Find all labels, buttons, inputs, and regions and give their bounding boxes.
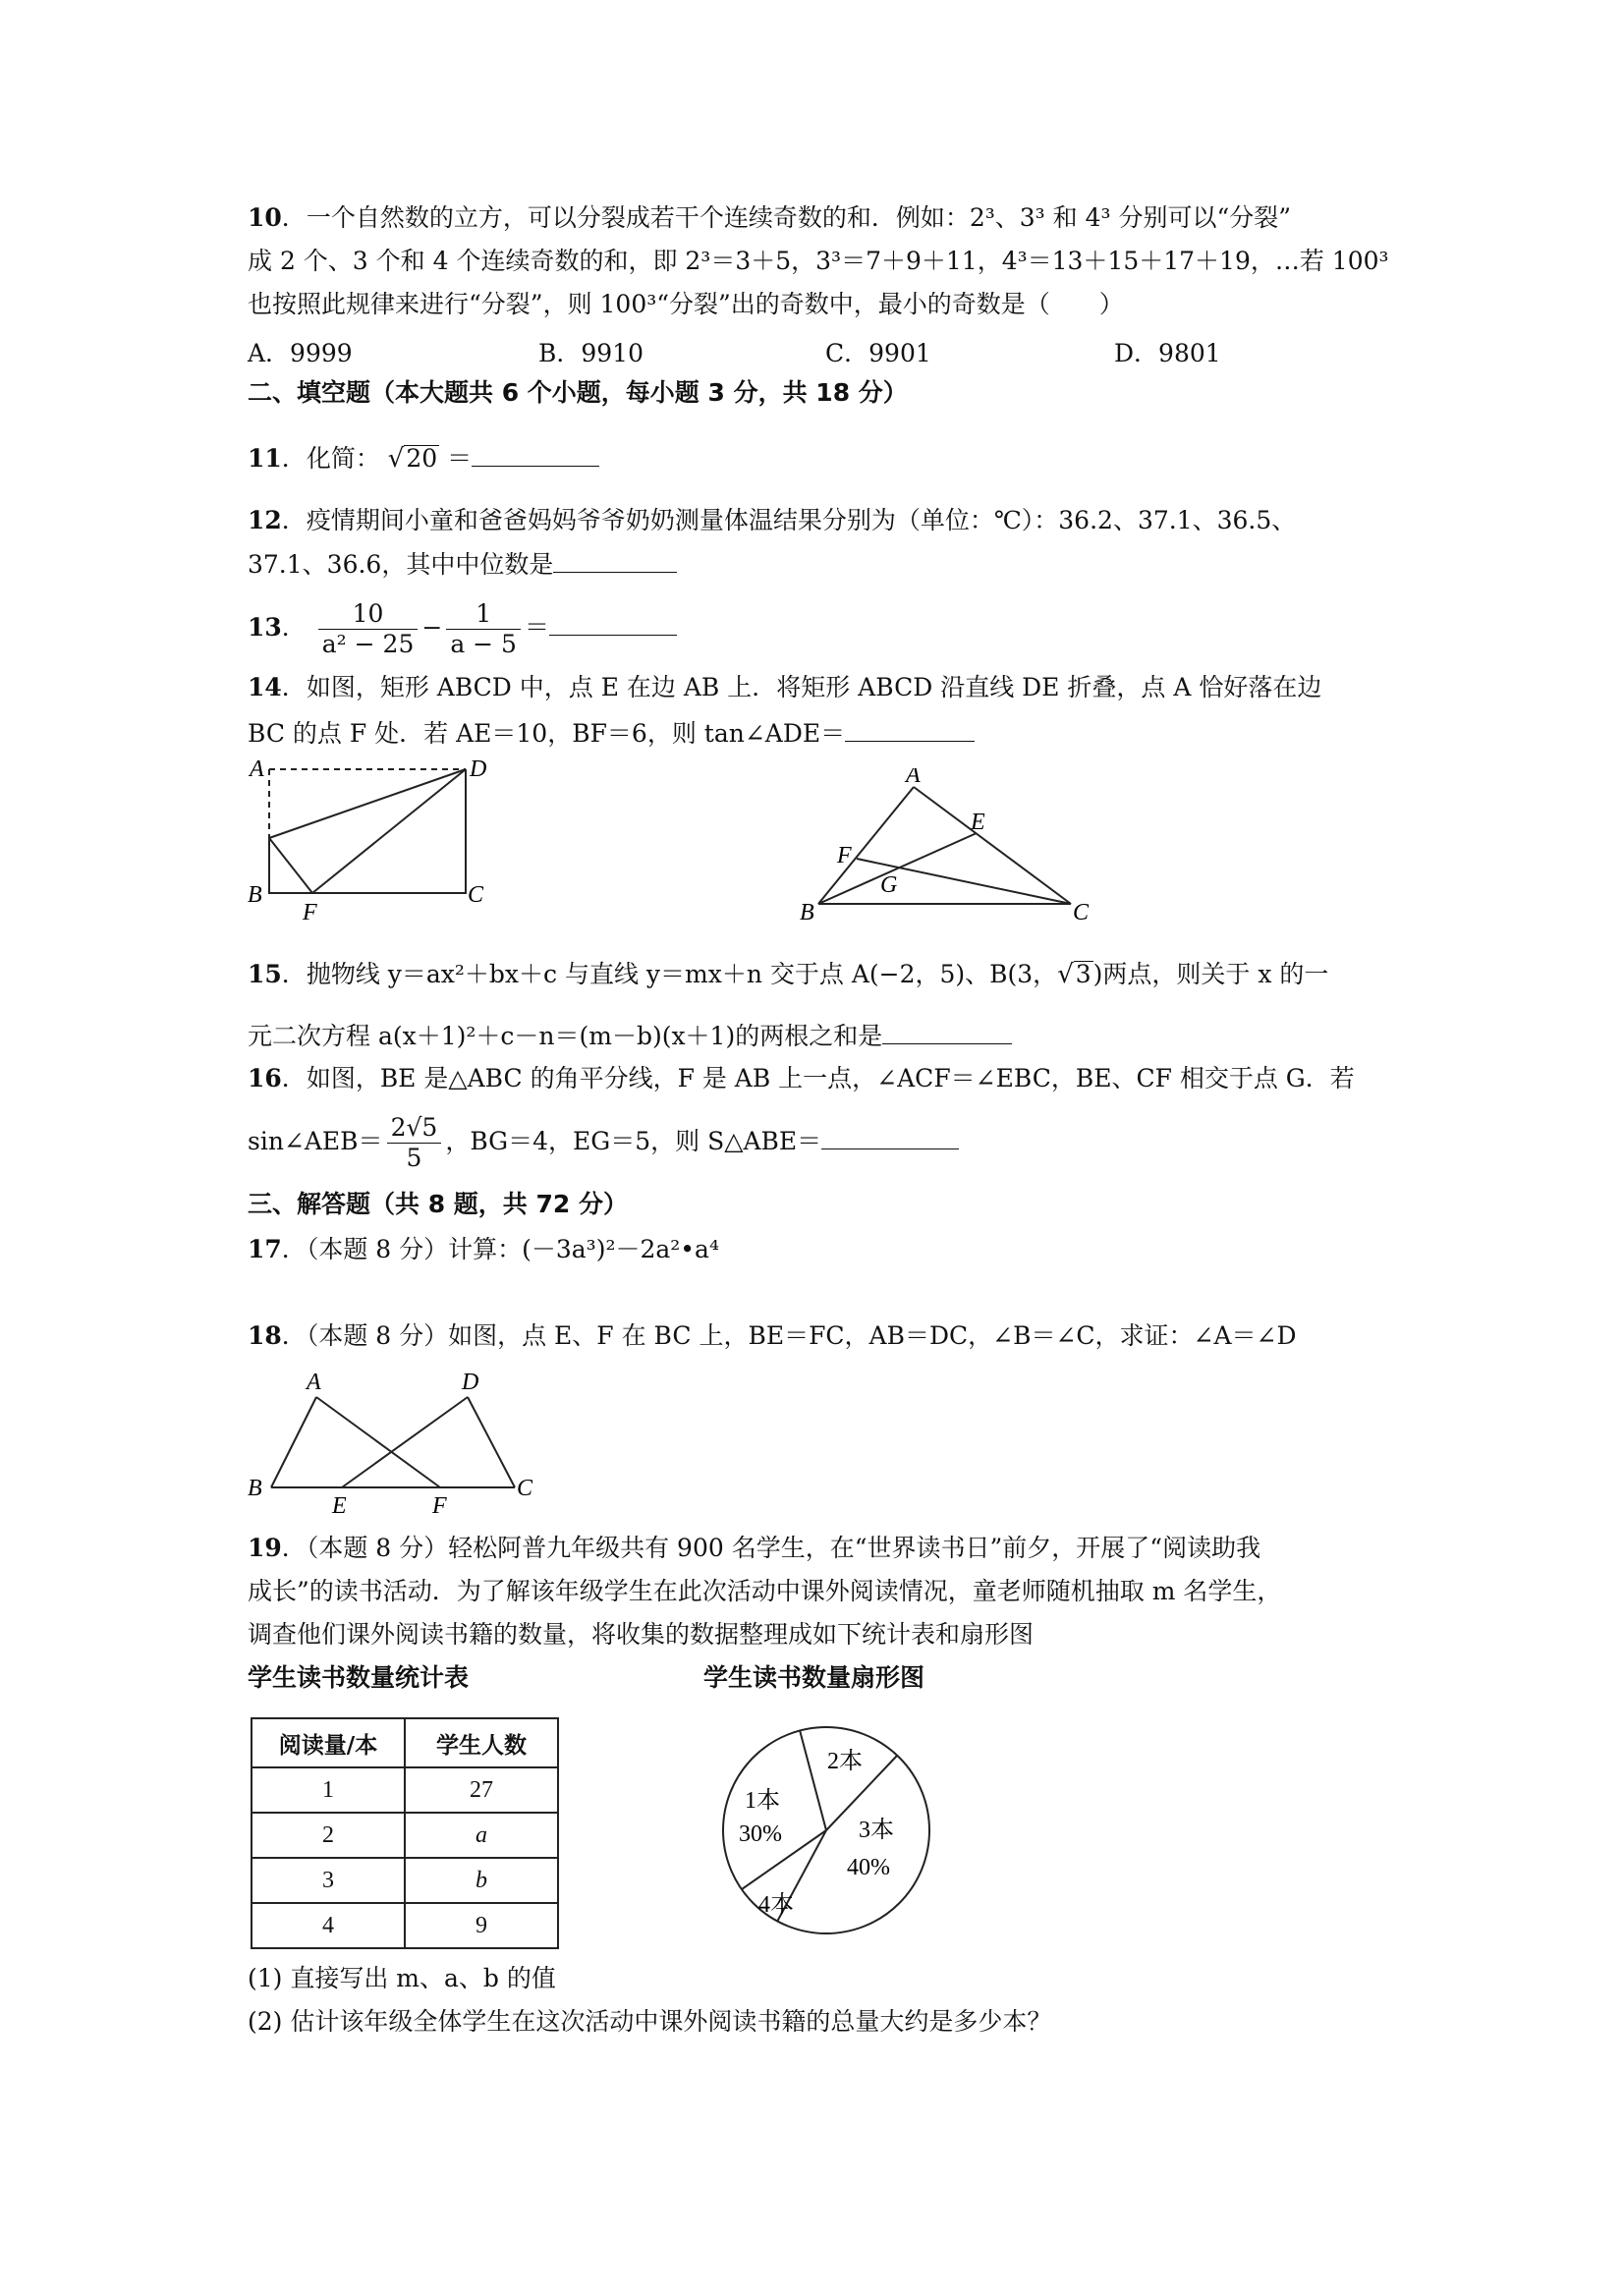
pie-label-1: 1本 bbox=[745, 1788, 780, 1814]
q15-radicand: 3 bbox=[1075, 960, 1091, 988]
q12-text-1: 疫情期间小童和爸爸妈妈爷爷奶奶测量体温结果分别为（单位：℃）：36.2、37.1、36.5、 bbox=[306, 506, 1297, 534]
q19-line3: 调查他们课外阅读书籍的数量，将收集的数据整理成如下统计表和扇形图 bbox=[248, 1620, 1035, 1649]
label-C: C bbox=[468, 882, 484, 908]
q10-line3: 也按照此规律来进行“分裂”，则 100³“分裂”出的奇数中，最小的奇数是（ ） bbox=[248, 290, 1124, 318]
table-cell: a bbox=[405, 1813, 558, 1858]
section-3-heading: 三、解答题（共 8 题，共 72 分） bbox=[248, 1190, 629, 1218]
label-B: B bbox=[248, 1476, 262, 1501]
q14-line2 bbox=[248, 715, 975, 752]
table-header-row bbox=[252, 1718, 558, 1767]
q10-option-d: D．9801 bbox=[1114, 339, 1221, 367]
pie-label-3: 3本 bbox=[859, 1818, 894, 1843]
q15-text-2: 元二次方程 a(x＋1)²＋c－n＝(m－b)(x＋1)的两根之和是 bbox=[248, 1022, 883, 1050]
pie-percent-1: 30% bbox=[739, 1821, 782, 1847]
table-row bbox=[252, 1903, 558, 1948]
q18-text: （本题 8 分）如图，点 E、F 在 BC 上，BE＝FC，AB＝DC，∠B＝∠C，求证：∠A＝∠D bbox=[306, 1321, 1297, 1350]
q16-line1: 16．如图，BE 是△ABC 的角平分线，F 是 AB 上一点，∠ACF＝∠EBC，BE、CF 相交于点 G．若 bbox=[248, 1064, 1355, 1092]
q12-text-2: 37.1、36.6，其中中位数是 bbox=[248, 550, 554, 579]
label-D: D bbox=[462, 1370, 479, 1395]
q18-number: 18 bbox=[248, 1321, 282, 1350]
q16-line2 bbox=[248, 1104, 959, 1179]
table-row bbox=[252, 1858, 558, 1903]
q15-number: 15 bbox=[248, 960, 282, 988]
q18-figure bbox=[244, 1366, 548, 1515]
q12-line2 bbox=[248, 546, 677, 583]
q13-fraction-1: $\frac{10}{\text{a² − 25}}$ bbox=[318, 599, 419, 659]
q13: 13． $\frac{10}{\text{a² − 25}}$ − $\frac{1}{a - 5}$ ＝ bbox=[248, 593, 677, 662]
label-E: E bbox=[332, 1493, 347, 1515]
label-B: B bbox=[248, 882, 262, 908]
label-G: G bbox=[880, 872, 898, 898]
q14-text-1: 如图，矩形 ABCD 中，点 E 在边 AB 上．将矩形 ABCD 沿直线 DE 折叠，点 A 恰好落在边 bbox=[306, 673, 1322, 701]
q14-line1: 14．如图，矩形 ABCD 中，点 E 在边 AB 上．将矩形 ABCD 沿直线 DE 折叠，点 A 恰好落在边 bbox=[248, 673, 1322, 701]
q16-fraction: $\frac{2√5}{5}$ bbox=[387, 1113, 442, 1173]
q18: 18．（本题 8 分）如图，点 E、F 在 BC 上，BE＝FC，AB＝DC，∠B＝∠C，求证：∠A＝∠D bbox=[248, 1321, 1297, 1350]
table-cell: 1 bbox=[252, 1767, 405, 1813]
q15-text-1b: )两点，则关于 x 的一 bbox=[1092, 960, 1329, 988]
q19-pie-title: 学生读书数量扇形图 bbox=[703, 1663, 925, 1692]
q14-number: 14 bbox=[248, 673, 282, 701]
q13-minus: − bbox=[421, 613, 443, 642]
q16-triangle-figure bbox=[786, 768, 1110, 925]
q17: 17．（本题 8 分）计算：(－3a³)²－2a²•a⁴ bbox=[248, 1235, 719, 1263]
label-C: C bbox=[1073, 900, 1090, 925]
q10-option-b: B．9910 bbox=[538, 339, 644, 367]
q19-line2: 成长”的读书活动．为了解该年级学生在此次活动中课外阅读情况，童老师随机抽取 m 名学生， bbox=[248, 1577, 1282, 1605]
table-cell: b bbox=[405, 1858, 558, 1903]
q10-text-1: 一个自然数的立方，可以分裂成若干个连续奇数的和．例如：2³、3³ 和 4³ 分别可以“分裂” bbox=[306, 203, 1292, 232]
q14-text-2: BC 的点 F 处．若 AE＝10，BF＝6，则 tan∠ADE＝ bbox=[248, 719, 846, 748]
label-A: A bbox=[250, 756, 264, 782]
q17-number: 17 bbox=[248, 1235, 282, 1263]
q12-line1: 12．疫情期间小童和爸爸妈妈爷爷奶奶测量体温结果分别为（单位：℃）：36.2、37.1、36.5、 bbox=[248, 506, 1297, 534]
q19-pie-chart bbox=[713, 1717, 939, 1943]
q11-text: 化简： bbox=[306, 444, 380, 473]
q12-number: 12 bbox=[248, 506, 282, 534]
table-cell: 2 bbox=[252, 1813, 405, 1858]
table-cell: 9 bbox=[405, 1903, 558, 1948]
pie-percent-3: 40% bbox=[847, 1855, 890, 1880]
q16-answer-blank[interactable] bbox=[821, 1123, 959, 1149]
table-cell: 27 bbox=[405, 1767, 558, 1813]
q11-number: 11 bbox=[248, 444, 282, 473]
table-cell: 4 bbox=[252, 1903, 405, 1948]
pie-label-2: 2本 bbox=[827, 1749, 863, 1774]
label-F: F bbox=[432, 1493, 447, 1515]
label-C: C bbox=[517, 1476, 533, 1501]
q19-text-1: （本题 8 分）轻松阿普九年级共有 900 名学生，在“世界读书日”前夕，开展了“阅读助我 bbox=[306, 1534, 1261, 1562]
table-row bbox=[252, 1813, 558, 1858]
label-A: A bbox=[307, 1370, 321, 1395]
q19-line1: 19．（本题 8 分）轻松阿普九年级共有 900 名学生，在“世界读书日”前夕，开展了“阅读助我 bbox=[248, 1534, 1261, 1562]
q13-fraction-2: $\frac{1}{a - 5}$ bbox=[446, 599, 521, 659]
q13-answer-blank[interactable] bbox=[549, 609, 677, 636]
q10-number: 10 bbox=[248, 203, 282, 232]
table-header-students: 学生人数 bbox=[405, 1718, 558, 1767]
label-B: B bbox=[800, 900, 814, 925]
q14-answer-blank[interactable] bbox=[845, 715, 975, 742]
q15-line1: 15．抛物线 y＝ax²＋bx＋c 与直线 y＝mx＋n 交于点 A(−2，5)、B(3，√3)两点，则关于 x 的一 bbox=[248, 960, 1329, 989]
q16-number: 16 bbox=[248, 1064, 282, 1092]
label-E: E bbox=[971, 810, 985, 835]
q12-answer-blank[interactable] bbox=[553, 546, 677, 573]
label-F: F bbox=[837, 843, 852, 868]
q19-stat-table bbox=[251, 1717, 559, 1949]
q11-radicand: 20 bbox=[406, 444, 438, 473]
q16-text-2a: sin∠AEB＝ bbox=[248, 1127, 383, 1155]
q14-rectangle-figure bbox=[244, 753, 499, 924]
q19-sub1: (1) 直接写出 m、a、b 的值 bbox=[248, 1964, 556, 1992]
q13-equals: ＝ bbox=[524, 613, 549, 642]
label-A: A bbox=[906, 768, 921, 788]
table-cell: 3 bbox=[252, 1858, 405, 1903]
label-D: D bbox=[470, 756, 487, 782]
section-2-heading: 二、填空题（本大题共 6 个小题，每小题 3 分，共 18 分） bbox=[248, 378, 908, 407]
q19-sub2: (2) 估计该年级全体学生在这次活动中课外阅读书籍的总量大约是多少本？ bbox=[248, 2007, 1052, 2036]
label-F: F bbox=[303, 900, 317, 924]
q16-text-1: 如图，BE 是△ABC 的角平分线，F 是 AB 上一点，∠ACF＝∠EBC，BE、CF 相交于点 G．若 bbox=[306, 1064, 1355, 1092]
q11-answer-blank[interactable] bbox=[472, 440, 599, 467]
pie-divider bbox=[800, 1730, 826, 1830]
pie-label-4: 4本 bbox=[758, 1892, 794, 1918]
q10-option-c: C．9901 bbox=[825, 339, 931, 367]
q19-table-title: 学生读书数量统计表 bbox=[248, 1663, 470, 1692]
q15-answer-blank[interactable] bbox=[882, 1018, 1012, 1044]
q16-text-2b: ，BG＝4，EG＝5，则 S△ABE＝ bbox=[445, 1127, 822, 1155]
q15-text-1a: 抛物线 y＝ax²＋bx＋c 与直线 y＝mx＋n 交于点 A(−2，5)、B(3， bbox=[306, 960, 1058, 988]
q11: 11．化简： √20 ＝ bbox=[248, 440, 599, 476]
q17-text: （本题 8 分）计算：(－3a³)²－2a²•a⁴ bbox=[306, 1235, 719, 1263]
q10-option-a: A．9999 bbox=[248, 339, 353, 367]
q10-line2: 成 2 个、3 个和 4 个连续奇数的和，即 2³＝3＋5，3³＝7＋9＋11，4³＝13＋15＋17＋19，…若 100³ bbox=[248, 247, 1389, 275]
table-row bbox=[252, 1767, 558, 1813]
table-header-reading: 阅读量/本 bbox=[252, 1718, 405, 1767]
q11-equals: ＝ bbox=[447, 444, 473, 473]
q19-number: 19 bbox=[248, 1534, 282, 1562]
q13-number: 13 bbox=[248, 613, 282, 642]
q15-line2 bbox=[248, 1018, 1012, 1054]
q10-line1: 10．一个自然数的立方，可以分裂成若干个连续奇数的和．例如：2³、3³ 和 4³ 分别可以“分裂” bbox=[248, 203, 1292, 232]
